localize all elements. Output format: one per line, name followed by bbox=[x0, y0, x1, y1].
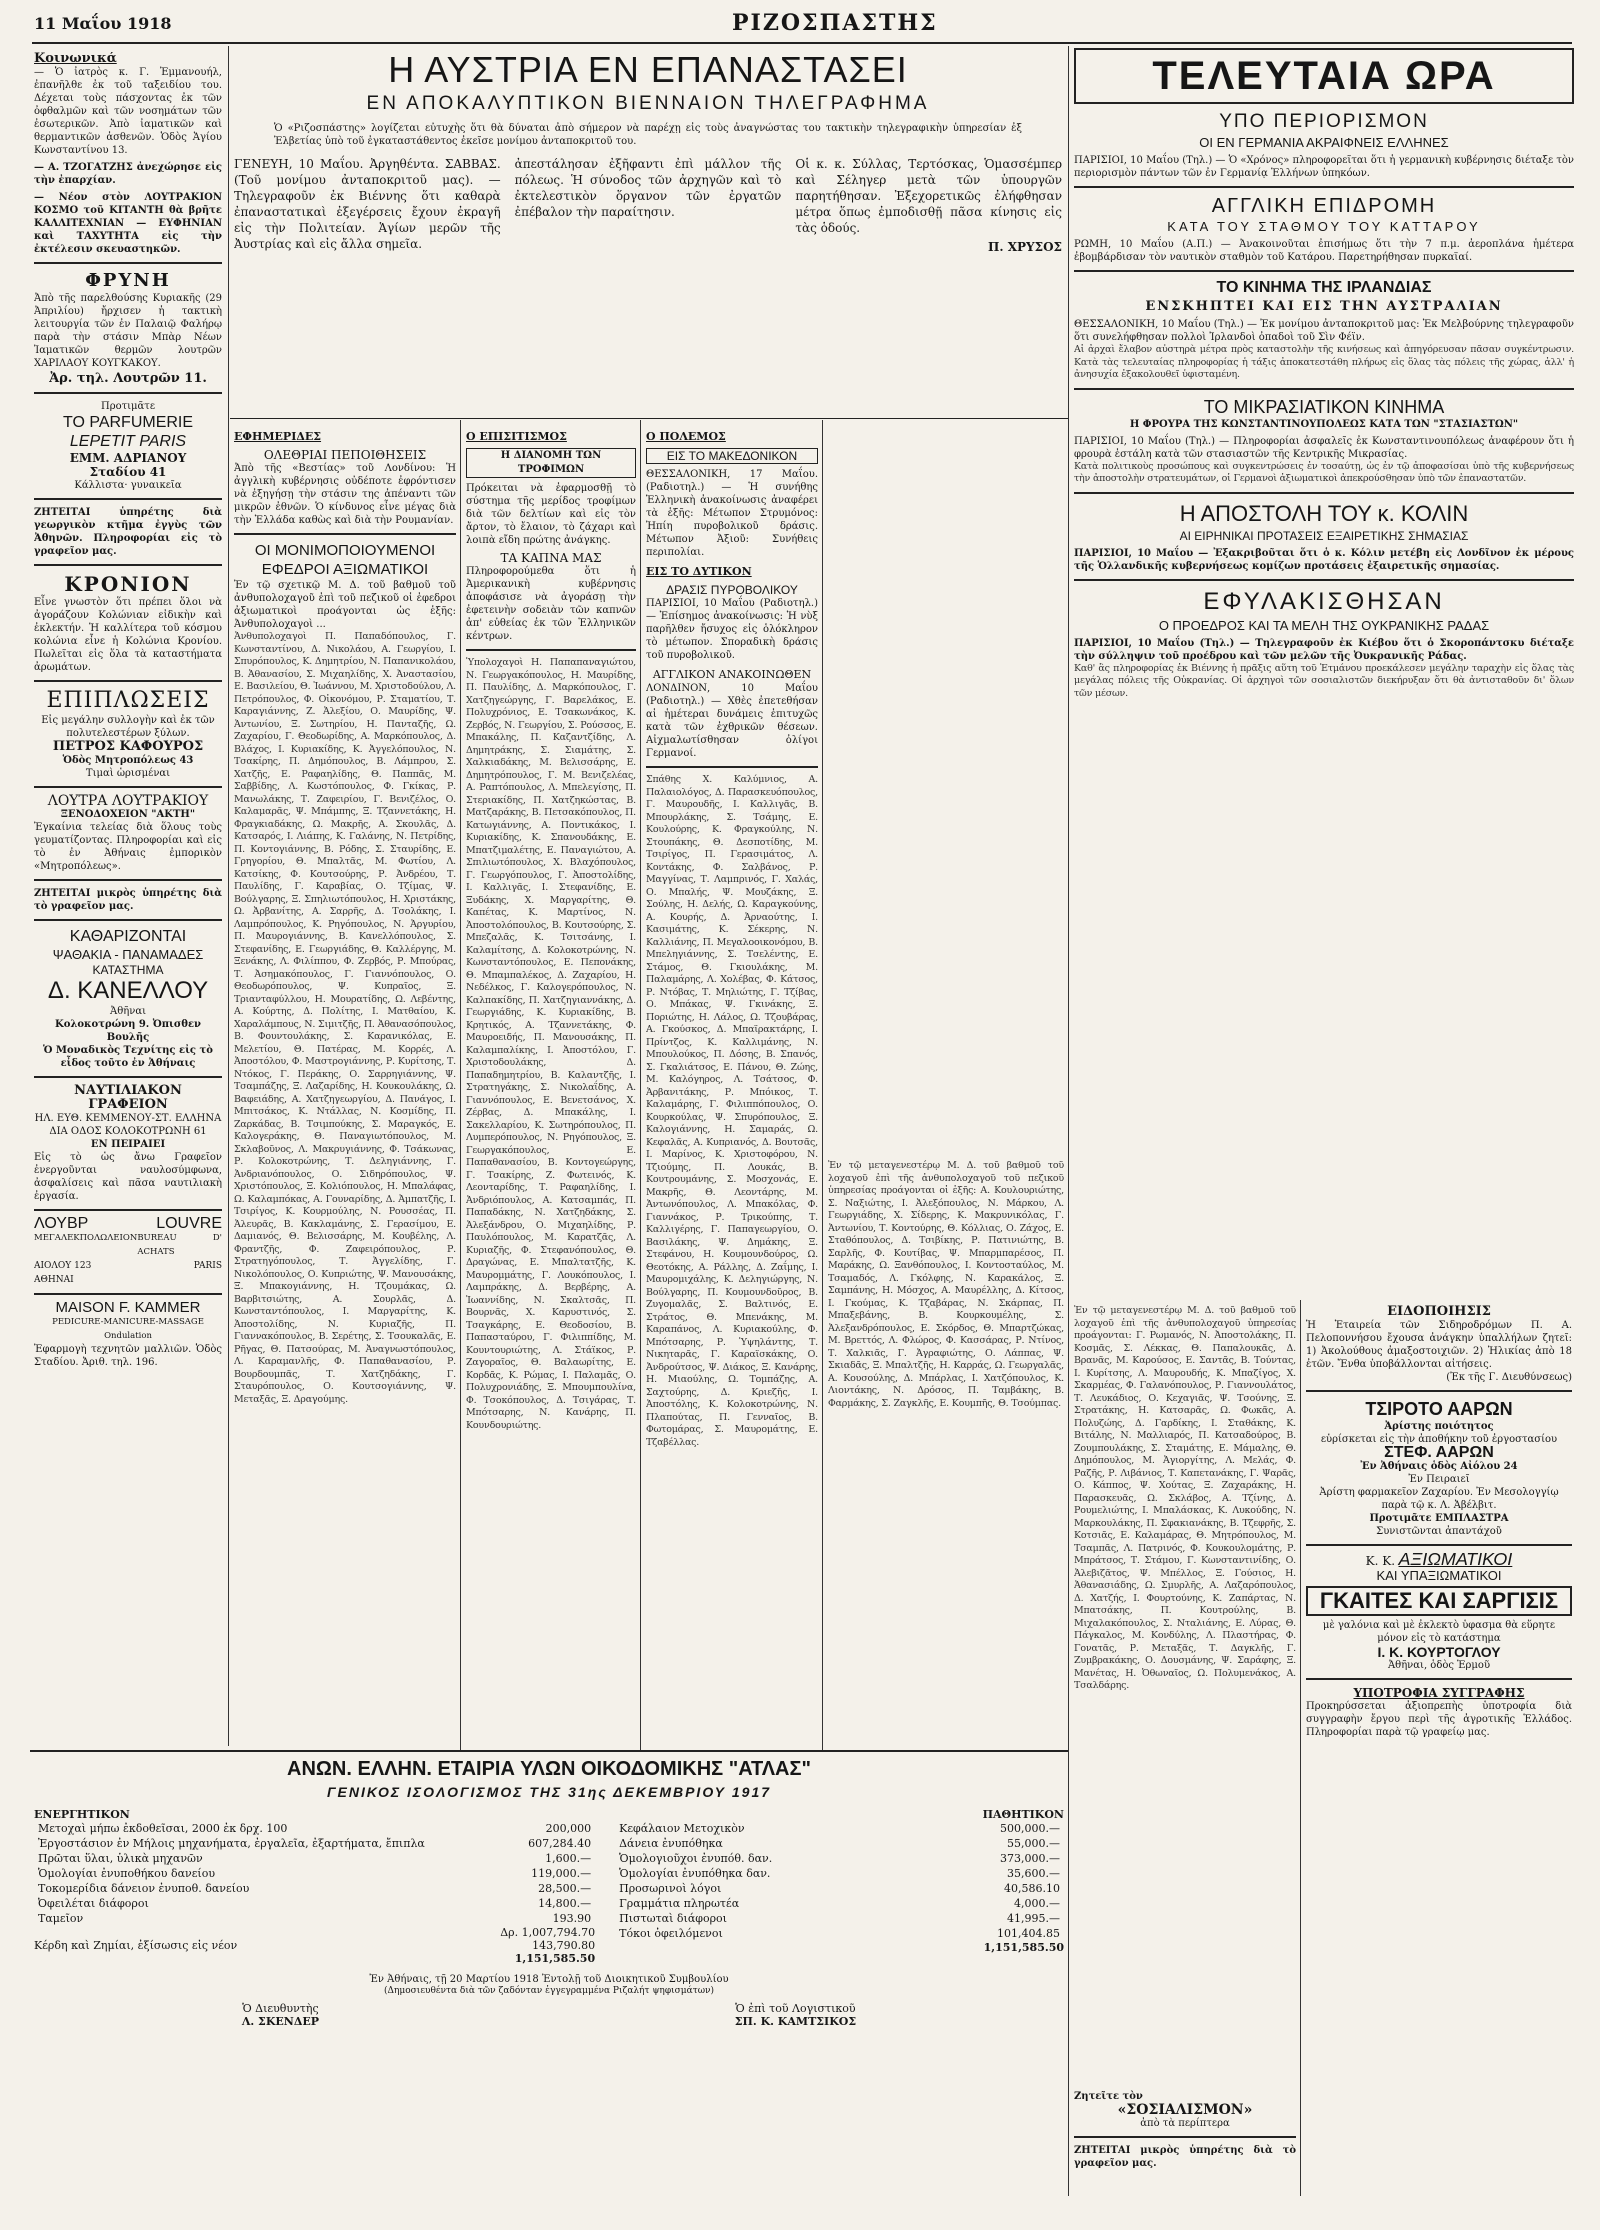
epidromi-sub: ΚΑΤΑ ΤΟΥ ΣΤΑΘΜΟΥ ΤΟΥ ΚΑΤΤΑΡΟΥ bbox=[1167, 219, 1481, 234]
kanellou-name: Δ. ΚΑΝΕΛΛΟΥ bbox=[47, 977, 209, 1004]
row-label: Δάνεια ἐνυπόθηκα bbox=[619, 1837, 723, 1850]
row-value: 28,500.— bbox=[538, 1882, 592, 1895]
zitei-ad-3: ΖΗΤΕΙΤΑΙ μικρὸς ὑπηρέτης διὰ τὸ γραφεῖον μας. bbox=[1074, 2145, 1296, 2169]
ypotrofia-title: ΥΠΟΤΡΟΦΙΑ ΣΥΓΓΡΑΦΗΣ bbox=[1353, 1686, 1525, 1700]
lead-rule bbox=[230, 418, 1068, 419]
ax-big: ΓΚΑΙΤΕΣ ΚΑΙ ΣΑΡΓΙΣΙΣ bbox=[1306, 1586, 1572, 1616]
row-value: 40,586.10 bbox=[1004, 1882, 1060, 1895]
monimopoioumenoi-title: ΟΙ ΜΟΝΙΜΟΠΟΙΟΥΜΕΝΟΙ ΕΦΕΔΡΟΙ ΑΞΙΩΜΑΤΙΚΟΙ bbox=[254, 542, 436, 578]
stef-name: ΣΤΕΦ. ΑΑΡΩΝ bbox=[1384, 1444, 1494, 1461]
row-value: 41,995.— bbox=[1007, 1912, 1060, 1925]
lead-subhead: ΕΝ ΑΠΟΚΑΛΥΠΤΙΚΟΝ ΒΙΕΝΝΑΙΟΝ ΤΗΛΕΓΡΑΦΗΜΑ bbox=[366, 93, 930, 114]
lead-signature: Π. ΧΡΥΣΟΣ bbox=[988, 240, 1062, 254]
petros-addr: Ὁδὸς Μητροπόλεως 43 bbox=[62, 755, 194, 766]
tsiroto-title: ΤΣΙΡΟΤΟ ΑΑΡΩΝ bbox=[1365, 1399, 1513, 1419]
row-label: Ἐργοστάσιον ἐν Μήλοις μηχανήματα, ἐργαλεῖα, ἐξαρτήματα, ἔπιπλα bbox=[38, 1837, 425, 1850]
naftiliako-owners: ΗΛ. ΕΥΘ. ΚΕΜΜΕΝΟΥ-ΣΤ. ΕΛΛΗΝΑ ΔΙΑ ΟΔΟΣ ΚΟΛΟΚΟΤΡΩΝΗ 61 bbox=[34, 1113, 222, 1137]
mikrasia-text: ΠΑΡΙΣΙΟΙ, 10 Μαΐου (Τηλ.) — Πληροφορίαι ἀσφαλεῖς ἐκ Κωνσταντινουπόλεως ἀναφέρουν ὅτι ἡ φρουρὰ ἐστάλη κατὰ τῶν στασιαστῶν τῆς Κεντρικῆς Μικρασίας. bbox=[1074, 435, 1574, 460]
sosialismos-box bbox=[1074, 2090, 1296, 2190]
masthead bbox=[32, 10, 1572, 40]
table-row bbox=[34, 1821, 595, 1836]
fryni-title: ΦΡΥΝΗ bbox=[85, 270, 171, 291]
angliko-text: ΛΟΝΔΙΝΟΝ, 10 Μαΐου (Ραδιοτηλ.) — Χθὲς ἐπετεθήσαν αἱ ἡμέτεραι δυνάμεις ἐπιτυχῶς κατὰ τῶν ἐχθρικῶν θέσεων. Αἰχμαλωτίσθησαν ὀλίγοι Γερμανοί. bbox=[646, 683, 818, 759]
ax-title: ΑΞΙΩΜΑΤΙΚΟΙ bbox=[1398, 1549, 1513, 1569]
table-row bbox=[34, 1911, 595, 1926]
row-label: Τόκοι ὀφειλόμενοι bbox=[619, 1927, 723, 1940]
atlas-energ-head: ΕΝΕΡΓΗΤΙΚΟΝ bbox=[34, 1808, 130, 1821]
stef-prov: Προτιμᾶτε ΕΜΠΛΑΣΤΡΑ bbox=[1369, 1513, 1509, 1524]
right-lower-left bbox=[1074, 1305, 1296, 2195]
kathariz-items: ΨΑΘΑΚΙΑ - ΠΑΝΑΜΑΔΕΣ bbox=[52, 947, 204, 962]
officer-list-right: Ἐν τῷ μεταγενεστέρῳ Μ. Δ. τοῦ βαθμοῦ τοῦ λοχαγοῦ ἐπὶ τῆς ἀνθυπολοχαγοῦ ὑπηρεσίας προάγονται: Γ. Ρωμανός, Ν. Ἀποστολάκης, Π. Κοσμᾶς, Σ. Λέκκας, Θ. Παπαλουκᾶς, Δ. Βρανᾶς, Μ. Καρούσος, Ε. Σαντᾶς, Β. Τούντας, Ι. Κυρίτσης, Λ. Μαυρουδής, Κ. Μπαζίγος, Χ. Σκαρμέας, Φ. Γαλανόπουλος, Ρ. Γιαννουλάτος, Τ. Λευκάδιος, Ο. Κεχαγιᾶς, Ψ. Τσούνης, Ξ. Στρατάκης, Η. Κατσαρᾶς, Ω. Φωκᾶς, Α. Πολυζώης, Δ. Γαρδίκης, Ι. Σταθάκης, Κ. Βιτάλης, Ν. Μαλλιαρός, Π. Κατσαδούρος, Β. Ζουμπουλάκης, Σ. Σταμάτης, Ε. Μάμαλης, Θ. Δημόπουλος, Μ. Ἀγιοργίτης, Λ. Μελάς, Φ. Ραζῆς, Ρ. Λιβάνιος, Τ. Καπετανάκης, Γ. Ψαρᾶς, Ο. Κάππος, Ψ. Χούτας, Ξ. Ζαχαράκης, Η. Παρασκευᾶς, Ω. Σκλάβος, Α. Τζίνης, Δ. Ρουμελιώτης, Ι. Μπαλάσκας, Κ. Λυκούδης, Ν. Μαρκουλάκης, Π. Σφακιανάκης, Β. Τζεφρῆς, Σ. Κοτσιᾶς, Ε. Καλαμάρας, Θ. Μητρόπουλος, Μ. Τσαμπᾶς, Λ. Πατρινός, Φ. Κουκουλομάτης, Ρ. Μπράτσος, Τ. Στάμου, Γ. Κωνσταντινίδης, Ο. Ἀλεβιζᾶτος, Ψ. Μπέλλος, Ξ. Γούσιος, Η. Ἀθανασιάδης, Ω. Σμυρλῆς, Α. Λαζαρόπουλος, Δ. Χατζής, Ι. Φουρτούνης, Κ. Ζαπάρτας, Ν. Μπατσάκης, Π. Κουτρούλης, Β. Μιχαλακόπουλος, Σ. Νταλιάνης, Ε. Λύρας, Θ. Πάγκαλος, Μ. Κονδύλης, Λ. Πλαστήρας, Φ. Γονατᾶς, Ρ. Μεταξᾶς, Τ. Δαγκλῆς, Γ. Ζυμβρακάκης, Ο. Δουσμάνης, Ψ. Σαράφης, Ξ. Μανέτας, Η. Ὀθωναῖος, Ω. Πολυμενάκος, Α. Τσαλδάρης. bbox=[1074, 1305, 1296, 1691]
dytikon-text: ΠΑΡΙΣΙΟΙ, 10 Μαΐου (Ραδιοτηλ.) — Ἐπίσημος ἀνακοίνωσις: Ἡ νὺξ παρῆλθεν ἤσυχος εἰς ὁλόκληρον τὸ μέτωπον. Σποραδικὴ δράσις τοῦ πυροβολικοῦ. bbox=[646, 598, 818, 661]
petros-prices: Τιμαὶ ὡρισμέναι bbox=[85, 768, 171, 779]
row-value: 55,000.— bbox=[1007, 1837, 1060, 1850]
zitei-ad-2: ΖΗΤΕΙΤΑΙ μικρὸς ὑπηρέτης διὰ τὸ γραφεῖον μας. bbox=[34, 888, 222, 912]
row-label: Πρῶται ὕλαι, ὑλικὰ μηχανῶν bbox=[38, 1852, 203, 1865]
atlas-director-name: Λ. ΣΚΕΝΔΕΡ bbox=[241, 2015, 320, 2028]
mikrasia-title: ΤΟ ΜΙΚΡΑΣΙΑΤΙΚΟΝ ΚΙΝΗΜΑ bbox=[1203, 396, 1445, 417]
stef-foot: Συνιστῶνται ἀπαντάχοῦ bbox=[1376, 1526, 1502, 1537]
monimopoioumenoi-text: Ἐν τῷ σχετικῷ Μ. Δ. τοῦ βαθμοῦ τοῦ ἀνθυπολοχαγοῦ ἐπὶ τοῦ πεζικοῦ οἱ ἐφεδροι ἀξιωματικοὶ προάγονται ὡς ἑξῆς: Ἀνθυπολοχαγοὶ ... bbox=[234, 580, 456, 630]
kronion-text: Εἶνε γνωστὸν ὅτι πρέπει ὅλοι νὰ ἀγοράζουν Κολώνιαν εἰδικὴν καὶ ἐκλεκτήν. Ἡ καλλίτερα τοῦ κόσμου κολώνια εἶνε ἡ Κολώνια Κρονίου. Πωλεῖται εἰς ὅλα τὰ καταστήματα ἀρωμάτων. bbox=[34, 597, 222, 673]
kathariz-store: ΚΑΤΑΣΤΗΜΑ bbox=[92, 963, 164, 977]
lead-intro: Ὁ «Ριζοσπάστης» λογίζεται εὐτυχὴς ὅτι θὰ δύναται ἀπὸ σήμερον νὰ παρέχῃ εἰς τοὺς ἀναγνώστας του τακτικὴν τηλεγραφικὴν ὑπηρεσίαν ἐξ Ἐλβετίας ὑπὸ τοῦ ἐγκαταστάθεντος ἐκεῖσε μονίμου ἀνταποκριτοῦ του. bbox=[274, 123, 1022, 147]
row-label: Πιστωταὶ διάφοροι bbox=[619, 1912, 727, 1925]
table-row bbox=[34, 1836, 595, 1851]
irlandia-sub: ΕΝΣΚΗΠΤΕΙ ΚΑΙ ΕΙΣ ΤΗΝ ΑΥΣΤΡΑΛΙΑΝ bbox=[1145, 299, 1503, 314]
fylak-sub: Ο ΠΡΟΕΔΡΟΣ ΚΑΙ ΤΑ ΜΕΛΗ ΤΗΣ ΟΥΚΡΑΝΙΚΗΣ ΡΑΔΑΣ bbox=[1158, 617, 1490, 633]
officer-list-continued: Ὑπολοχαγοὶ Η. Παπαπαναγιώτου, Ν. Γεωργακόπουλος, Η. Μαυρίδης, Π. Παυλίδης, Δ. Μαρκόπουλος, Γ. Χατζηγεώργης, Γ. Βαρελάκος, Ε. Πολυχρόνιος, Ε. Τσακωνάκος, Κ. Ζερβός, Ν. Γεωργίου, Σ. Ρούσσος, Ε. Μπακάλης, Π. Καζαντζίδης, Λ. Δημητράκης, Σ. Σιαμάτης, Σ. Χαλκιαδάκης, Μ. Βελισσάρης, Ε. Δημητρόπουλος, Γ. Μ. Βενιζελέας, Α. Ραπτόπουλος, Λ. Μπελεγίσης, Π. Στεριακίδης, Π. Χατζηκώστας, Β. Ματζαράκης, Β. Πετσακόπουλος, Π. Κατωγιάννης, Α. Ποντικάκος, Ι. Κυριακίδης, Κ. Σπανουδάκης, Ε. Μπατζιμαλέτης, Ε. Παναγιώτου, Α. Σπιλιωτόπουλος, Χ. Βλαχόπουλος, Γ. Γεωργόπουλος, Γ. Ἀποστολίδης, Ι. Καλλιγᾶς, Ι. Στεφανίδης, Ε. Ξυδάκης, Χ. Μαργαρίτης, Θ. Καπέτας, Κ. Μαρτίνος, Ν. Ἀποστολόπουλος, Β. Κουτσούρης, Σ. Μπεζαλᾶς, Κ. Τσιτσάνης, Ι. Καλαμίτσης, Δ. Κολοκοτρώνης, Ν. Κωνσταντόπουλος, Ε. Πεπονάκης, Θ. Μπαμπαλέκος, Δ. Ζαχαρίου, Η. Νεδέλκος, Γ. Καλογερόπουλος, Ν. Καλπακίδης, Π. Χατζηγιαννάκης, Δ. Γεωργιάδης, Κ. Κυριακίδης, Β. Κρητικός, Α. Τζαννετάκης, Φ. Μαυροειδής, Π. Μανουσάκης, Π. Καλαμπαλίκης, Ι. Ἀποστόλου, Γ. Χριστοδουλάκης, Δ. Παπαδημητρίου, Β. Καλαντζῆς, Ι. Στρατηγάκης, Σ. Νικολαΐδης, Α. Γιαννόπουλος, Ε. Βενετσάνος, Χ. Ζέρβας, Δ. Μπακάλης, Ι. Σακελλαρίου, Κ. Σωτηρόπουλος, Π. Λυμπερόπουλος, Ν. Ρηγόπουλος, Ξ. Γεωργακόπουλος, Ε. Παπαθανασίου, Β. Κοντογεώργης, Γ. Τσακίρης, Ζ. Φωτεινός, Κ. Λεονταρίδης, Τ. Ραφαηλίδης, Ι. Ἀνδριόπουλος, Α. Κατσαμπάς, Π. Παπαδάκης, Ν. Χατζηδάκης, Σ. Ἀλεξάνδρου, Ο. Μιχαηλίδης, Ρ. Παυλόπουλος, Μ. Καρατζᾶς, Λ. Κυριαζῆς, Φ. Στεφανόπουλος, Θ. Δραγώνας, Ε. Μπαλτατζῆς, Κ. Μαυρομμάτης, Γ. Λουκόπουλος, Ι. Λαμπράκης, Δ. Βερβέρης, Α. Ἰωαννίδης, Ν. Σκαλτσᾶς, Π. Βουρνᾶς, Χ. Καρυστινός, Σ. Τσαγκάρης, Ε. Θεοδοσίου, Β. Παπασταύρου, Γ. Φιλιππίδης, Μ. Κουντουριώτης, Λ. Στάϊκος, Ρ. Ζαγοραῖος, Θ. Βαλαωρίτης, Ε. Κορδᾶς, Κ. Ρώμας, Ι. Παλαμᾶς, Ο. Πολυχρονιάδης, Ξ. Μπουμπουλίνα, Φ. Τσοκόπουλος, Δ. Τσιγάρας, Τ. Μπότσαρης, Ν. Κανάρης, Π. Κουνδουριώτης. bbox=[466, 657, 636, 1431]
zeite-title: Ζητεῖτε τὸν bbox=[1074, 2091, 1143, 2102]
atlas-pathit-head: ΠΑΘΗΤΙΚΟΝ bbox=[982, 1808, 1064, 1821]
episitismos-column bbox=[466, 424, 636, 1746]
mikrasia-sub: Η ΦΡΟΥΡΑ ΤΗΣ ΚΩΝΣΤΑΝΤΙΝΟΥΠΟΛΕΩΣ ΚΑΤΑ ΤΩΝ "ΣΤΑΣΙΑΣΤΩΝ" bbox=[1129, 418, 1519, 430]
left-column bbox=[34, 52, 222, 1742]
row-label: Ταμεῖον bbox=[38, 1912, 84, 1925]
stef-city: Ἐν Πειραιεῖ bbox=[1408, 1474, 1470, 1485]
ax-name: Ι. Κ. ΚΟΥΡΤΟΓΛΟΥ bbox=[1377, 1644, 1501, 1660]
atlas-rule bbox=[30, 1750, 1068, 1752]
mikrasia-filler: Κατὰ πολιτικοὺς προσώπους καὶ συγκεντρώσεις ἐν τοσαύτῃ, ὡς ἐν τῷ ἀποφασίσαι ὑπὸ τῆς κυβερνήσεως τὴν ἀποστολὴν στρατευμάτων, οἱ Γερμανοὶ ἀξιωματικοὶ ἀπεκρούσθησαν ὑπὸ τῶν ἐπαναστατῶν. bbox=[1074, 460, 1574, 484]
perioris-title: ΥΠΟ ΠΕΡΙΟΡΙΣΜΟΝ bbox=[1219, 111, 1429, 132]
eidopoiisis-title: ΕΙΔΟΠΟΙΗΣΙΣ bbox=[1387, 1305, 1491, 1319]
fryni-text: Ἀπὸ τῆς παρελθούσης Κυριακῆς (29 Ἀπριλίου) ἤρχισεν ἡ τακτικὴ λειτουργία τῶν ἐν Παλαιῷ Φαλήρῳ παρὰ τὴν στάσιν Μπὰρ Νέων Ἰαματικῶν θερμῶν λουτρῶν ΧΑΡΙΛΑΟΥ ΚΟΥΓΚΑΚΟΥ. bbox=[34, 293, 222, 369]
stef-addr: Ἐν Ἀθήναις ὁδὸς Αἰόλου 24 bbox=[1360, 1461, 1518, 1472]
parfumerie-pre: Προτιμᾶτε bbox=[100, 401, 156, 412]
atlas-accountant-title: Ὁ ἐπὶ τοῦ Λογιστικοῦ bbox=[735, 2002, 856, 2015]
ax-addr: Ἀθῆναι, ὁδὸς Ἑρμοῦ bbox=[1387, 1660, 1491, 1671]
lead-story bbox=[234, 48, 1062, 418]
row-value: 1,600.— bbox=[545, 1852, 592, 1865]
eidopoiisis-sign: (Ἐκ τῆς Γ. Διευθύνσεως) bbox=[1446, 1372, 1572, 1383]
zeite-big: «ΣΟΣΙΑΛΙΣΜΟΝ» bbox=[1117, 2102, 1253, 2118]
perioris-sub: ΟΙ ΕΝ ΓΕΡΜΑΝΙΑ ΑΚΡΑΙΦΝΕΙΣ ΕΛΛΗΝΕΣ bbox=[1199, 135, 1449, 150]
parfumerie-title: ΤΟ PARFUMERIE bbox=[62, 414, 194, 431]
polemos-head: Ο ΠΟΛΕΜΟΣ bbox=[646, 430, 726, 443]
table-row bbox=[34, 1866, 595, 1881]
parfumerie-addr: Σταδίου 41 bbox=[89, 465, 167, 479]
angliko-title: ΑΓΓΛΙΚΟΝ ΑΝΑΚΟΙΝΩΘΕΝ bbox=[652, 668, 812, 681]
row-label: Κεφάλαιον Μετοχικὸν bbox=[619, 1822, 745, 1835]
lead-body-2: ἀπεστάλησαν ἐξῆφαντι ἐπὶ μάλλον τῆς πόλεως. Ἡ σύνοδος τῶν ἀρχηγῶν καὶ τὸ ἐκτελεστικὸν ὅργανον τῶν ἐργατῶν ἐπέβαλον τὴν παραίτησιν. bbox=[514, 157, 782, 219]
table-row bbox=[615, 1866, 1064, 1881]
atlas-pathit-table bbox=[615, 1821, 1064, 1941]
loutra-hotel: ΞΕΝΟΔΟΧΕΙΟΝ "ΑΚΤΗ" bbox=[60, 809, 196, 820]
atlas-director-title: Ὁ Διευθυντὴς bbox=[242, 2002, 319, 2015]
ypotrofia-text: Προκηρύσσεται ἀξιοπρεπὴς ὑποτροφία διὰ συγγραφὴν ἔργου περὶ τῆς ἀγροτικῆς Ἑλλάδος. Πληροφορίαι παρὰ τῷ γραφείῳ μας. bbox=[1306, 1701, 1572, 1738]
atlas-subtitle: ΓΕΝΙΚΟΣ ΙΣΟΛΟΓΙΣΜΟΣ ΤΗΣ 31ης ΔΕΚΕΜΒΡΙΟΥ 1917 bbox=[326, 1784, 772, 1800]
kapna-head: ΤΑ ΚΑΠΝΑ ΜΑΣ bbox=[500, 551, 602, 565]
atlas-balance bbox=[34, 1756, 1064, 2196]
louvre-greek: ΛΟΥΒΡ bbox=[34, 1215, 89, 1232]
louvre-latin: LOUVRE bbox=[156, 1215, 222, 1232]
table-row bbox=[34, 1851, 595, 1866]
polemos-column bbox=[646, 424, 818, 1746]
tsiroto-sub: Ἀρίστης ποιότητος bbox=[1384, 1421, 1494, 1432]
row-label: Ὁμολογίαι ἐνυποθήκου δανείου bbox=[38, 1867, 216, 1880]
atlas-accountant-name: ΣΠ. Κ. ΚΑΜΤΣΙΚΟΣ bbox=[734, 2015, 857, 2028]
row-value: 607,284.40 bbox=[528, 1837, 592, 1850]
louvre-paris: PARIS bbox=[193, 1261, 222, 1271]
atlas-energ-grand: 1,151,585.50 bbox=[514, 1952, 596, 1965]
kolin-text: ΠΑΡΙΣΙΟΙ, 10 Μαΐου — Ἐξακριβοῦται ὅτι ὁ κ. Κόλιν μετέβη εἰς Λονδῖνον ἐκ μέρους τῆς Ὁλλανδικῆς κυβερνήσεως κομίζων προτάσεις ἐξαιρετικῆς σημασίας. bbox=[1074, 547, 1574, 572]
table-row bbox=[615, 1851, 1064, 1866]
table-row bbox=[615, 1926, 1064, 1941]
row-label: Ὀφειλέται διάφοροι bbox=[38, 1897, 149, 1910]
masthead-paper: ΡΙΖΟΣΠΑΣΤΗΣ bbox=[732, 10, 938, 36]
officer-list-further: Σπάθης Χ. Καλύμνιος, Α. Παλαιολόγος, Δ. Παρασκευόπουλος, Γ. Μαυρουδῆς, Ι. Καλλιγᾶς, Β. Μπουρλάκης, Σ. Τσάμης, Ε. Κουλούρης, Κ. Φραγκούλης, Ν. Στουπάκης, Θ. Δεσποτίδης, Μ. Τσιρίγος, Π. Γερασιμάτος, Λ. Κοντάκης, Φ. Σαλβάνος, Ρ. Μαγγίνας, Τ. Λαμπρινός, Γ. Χαλάς, Ο. Μπαλής, Ψ. Μουζάκης, Ξ. Σούλης, Η. Δελής, Ω. Καραγκούνης, Α. Κουρής, Δ. Ἀρναούτης, Ι. Κασιμάτης, Κ. Σέκερης, Ν. Καλλιάνης, Π. Μεγαλοοικονόμου, Β. Μπεληγιάννης, Σ. Τσελέντης, Ε. Στάμος, Θ. Γκιουλάκης, Μ. Παλαμάρης, Λ. Χολέβας, Φ. Κάτσος, Ρ. Ντόβας, Τ. Μηλιώτης, Γ. Τζίβας, Ο. Μπάκας, Ψ. Γκινάκης, Ξ. Ποριώτης, Η. Λάλος, Ω. Τζουβάρας, Α. Γκούσκος, Δ. Μπαϊρακτάρης, Ι. Πρίντζος, Κ. Καλλιμάνης, Ν. Μπουλούκος, Π. Δόσης, Β. Σπανός, Σ. Γκαλιάτσος, Ε. Πάνου, Θ. Ζώης, Μ. Καλόγηρος, Λ. Τσάτσος, Φ. Ἀρβανιτάκης, Ρ. Μπόικος, Τ. Καλαμάρης, Γ. Φιλιππόπουλος, Ο. Κουρκούλας, Ψ. Σπυρόπουλος, Ξ. Καλογιάννης, Η. Σαμαράς, Ω. Κεφαλᾶς, Α. Κυπριανός, Δ. Βουτσᾶς, Ι. Μαρίνος, Κ. Χριστοφόρου, Ν. Τζιούμης, Π. Λουκάς, Β. Κουτρουμάνης, Σ. Μοσχονάς, Ε. Μακρῆς, Θ. Λεοντάρης, Μ. Ἀντωνόπουλος, Λ. Μπακόλας, Φ. Γιαννάκος, Ρ. Τρικούπης, Τ. Καλλιγέρης, Γ. Παπαγεωργίου, Ο. Βασιλάκης, Ψ. Δημάκης, Ξ. Στεφάνου, Η. Κουμουνδούρος, Ω. Θεοτόκης, Α. Ράλλης, Δ. Ζαΐμης, Ι. Μαυρομιχάλης, Κ. Δεληγιώργης, Ν. Βούλγαρης, Π. Κουμουνδοῦρος, Β. Ζυγομαλᾶς, Σ. Βαλτινός, Ε. Στράτος, Θ. Μπενάκης, Μ. Καραπάνος, Λ. Κυριακούλης, Φ. Μπότσαρης, Ρ. Ὑψηλάντης, Τ. Νικηταρᾶς, Γ. Καραϊσκάκης, Ο. Ἀνδρούτσος, Ψ. Διάκος, Ξ. Κανάρης, Η. Μιαούλης, Ω. Τομπάζης, Α. Σαχτούρης, Δ. Κριεζῆς, Ι. Ἀποστόλης, Κ. Κολοκοτρώνης, Ν. Πλαπούτας, Π. Γενναῖος, Β. Φωτομάρας, Σ. Μαυρομάτης, Ε. Τζαβέλλας. bbox=[646, 774, 818, 1448]
eidopoiisis-text: Ἡ Ἑταιρεία τῶν Σιδηροδρόμων Π. Α. Πελοποννήσου ἔχουσα ἀνάγκην ὑπαλλήλων ζητεῖ: 1) Ἀκολούθους ἀμαξοστοιχιῶν. 2) Ἠλικίας ἀπὸ 18 ἐτῶν. Ἔνθα ὑποβάλλονται αἰτήσεις. bbox=[1306, 1320, 1572, 1370]
lead-body-1: ΓΕΝΕΥΗ, 10 Μαΐου. Ἀργηθέντα. ΣΑΒΒΑΣ. (Τοῦ μονίμου ἀνταποκριτοῦ μας). — Τηλεγραφοῦν ἐκ Βιέννης ὅτι καθαρὰ ἐπαναστατικαὶ ἐξεγέρσεις ἔχουν ἐκραγῆ εἰς τὴν Πολιτείαν. Ἁγίων μερῶν τῆς Ἀυστρίας καὶ εἰς ἄλλα σημεῖα. bbox=[234, 157, 501, 251]
tsiroto-text: εὑρίσκεται εἰς τὴν ἀποθήκην τοῦ ἐργοστασίου bbox=[1320, 1434, 1558, 1445]
row-label: Τοκομερίδια δάνειον ἐνυποθ. δανείου bbox=[38, 1882, 250, 1895]
row-label: Γραμμάτια πληρωτέα bbox=[619, 1897, 740, 1910]
social-heading: Κοινωνικά bbox=[34, 52, 117, 66]
column-rule bbox=[640, 420, 641, 1750]
table-row bbox=[615, 1911, 1064, 1926]
last-hour-banner: ΤΕΛΕΥΤΑΙΑ ΩΡΑ bbox=[1074, 48, 1574, 104]
middle-column-4 bbox=[828, 1160, 1064, 1746]
petros-name: ΠΕΤΡΟΣ ΚΑΦΟΥΡΟΣ bbox=[52, 739, 204, 754]
right-lower-ads bbox=[1306, 1305, 1572, 2195]
lead-body-3: Οἱ κ. κ. Σύλλας, Τερτόσκας, Ὁμασσέμπερ καὶ Σέληγερ μετὰ τῶν ὑπουργῶν παρητήθησαν. Ἐξεχορετικῶς ἐλήφθησαν μέτρα ὅπως ἐμποδισθῇ πᾶσα κίνησις εἰς τὰς ὁδούς. bbox=[795, 157, 1062, 235]
table-row bbox=[34, 1881, 595, 1896]
atlas-pathit-total: 1,151,585.50 bbox=[983, 1941, 1064, 1954]
kolin-sub: ΑΙ ΕΙΡΗΝΙΚΑΙ ΠΡΟΤΑΣΕΙΣ ΕΞΑΙΡΕΤΙΚΗΣ ΣΗΜΑΣΙΑΣ bbox=[1179, 528, 1469, 543]
episitismos-title: Η ΔΙΑΝΟΜΗ ΤΩΝ ΤΡΟΦΙΜΩΝ bbox=[500, 450, 602, 475]
dytikon-title: ΔΡΑΣΙΣ ΠΥΡΟΒΟΛΙΚΟΥ bbox=[666, 583, 798, 597]
efimerides-text: Ἀπὸ τῆς «Βεστίας» τοῦ Λονδίνου: Ἡ ἀγγλικὴ κυβέρνησις οὐδέποτε ἐφρόντισεν νὰ ἐξηγήσῃ τὴν στάσιν της ἀπέναντι τῶν μικρῶν ἐθνῶν. Ὁ κίνδυνος εἶνε μέγας διὰ τὴν Ἑλλάδα καθὼς καὶ διὰ τὴν Ρουμανίαν. bbox=[234, 463, 456, 526]
efimerides-head: ΕΦΗΜΕΡΙΔΕΣ bbox=[234, 430, 322, 443]
row-label: Προσωρινοὶ λόγοι bbox=[619, 1882, 722, 1895]
kammer-text: Ἐφαρμογὴ τεχνητῶν μαλλιῶν. Ὁδὸς Σταδίου. Ἀριθ. τηλ. 196. bbox=[34, 1344, 222, 1368]
atlas-place-date: Ἐν Ἀθήναις, τῇ 20 Μαρτίου 1918 Ἐντολῇ τοῦ Διοικητικοῦ Συμβουλίου bbox=[369, 1974, 729, 1985]
column-rule bbox=[460, 420, 461, 1750]
kapna-text: Πληροφορούμεθα ὅτι ἡ Ἀμερικανικὴ κυβέρνησις ἀποφάσισε νὰ ἀγοράσῃ τὴν ἐφετεινὴν σοδειὰν τῶν καπνῶν ἀπ' εὐθείας ἐκ τῶν Ἑλληνικῶν κέντρων. bbox=[466, 566, 636, 642]
atlas-energ-table bbox=[34, 1821, 595, 1926]
zitei-ad-1: ΖΗΤΕΙΤΑΙ ὑπηρέτης διὰ γεωργικὸν κτῆμα ἐγγὺς τῶν Ἀθηνῶν. Πληροφορίαι εἰς τὸ γραφεῖον μας. bbox=[34, 507, 222, 557]
row-label: Ὁμολογίαι ἐνυπόθηκα δαν. bbox=[619, 1867, 771, 1880]
row-label: Ὁμολογιοῦχοι ἐνυπόθ. δαν. bbox=[619, 1852, 773, 1865]
tzogatzis-note: — Α. ΤΖΟΓΑΤΖΗΣ ἀνεχώρησε εἰς τὴν ἐπαρχίαν. bbox=[34, 162, 222, 186]
lougrakio-note: — Νέον στὸν ΛΟΥΤΡΑΚΙΟΝ ΚΟΣΜΟ τοῦ ΚΙΤΑΝΤΗ θὰ βρῆτε ΚΑΛΛΙΤΕΧΝΙΑΝ — ΕΥΦΗΝΙΑΝ καὶ ΤΑΧΥΤΗΤΑ εἰς τὴν ἐκτέλεσιν σκευαστηκῶν. bbox=[34, 192, 222, 255]
row-value: 193.90 bbox=[552, 1912, 592, 1925]
fryni-phone: Ἀρ. τηλ. Λουτρῶν 11. bbox=[49, 371, 207, 386]
kammer-title: MAISON F. KAMMER bbox=[55, 1299, 201, 1316]
row-value: 500,000.— bbox=[1000, 1822, 1060, 1835]
row-value: 14,800.— bbox=[538, 1897, 592, 1910]
masthead-rule bbox=[32, 42, 1572, 44]
perioris-text: ΠΑΡΙΣΙΟΙ, 10 Μαΐου (Τηλ.) — Ὁ «Χρόνος» πληροφορεῖται ὅτι ἡ γερμανικὴ κυβέρνησις διέταξε τὸν περιορισμὸν πάντων τῶν ἐν Γερμανίᾳ Ἑλλήνων ὑπηκόων. bbox=[1074, 155, 1574, 179]
kanellou-tag: Ὁ Μοναδικὸς Τεχνίτης εἰς τὸ εἶδος τοῦτο ἐν Ἀθήναις bbox=[43, 1045, 213, 1069]
irlandia-title: ΤΟ ΚΙΝΗΜΑ ΤΗΣ ΙΡΛΑΝΔΙΑΣ bbox=[1216, 279, 1432, 296]
parfumerie-tag: Κάλλιστα· γυναικεῖα bbox=[74, 480, 182, 491]
kolin-title: Η ΑΠΟΣΤΟΛΗ ΤΟΥ κ. ΚΟΛΙΝ bbox=[1179, 500, 1469, 526]
zeite-small: ἀπὸ τὰ περίπτερα bbox=[1140, 2118, 1230, 2129]
kammer-services: PEDICURE-MANICURE-MASSAGE Ondulation bbox=[52, 1317, 204, 1341]
atlas-energ-total: Δρ. 1,007,794.70 bbox=[500, 1926, 596, 1939]
naftiliako-text: Εἰς τὸ ὡς ἄνω Γραφεῖον ἐνεργοῦνται ναυλοσύμφωνα, ἀσφαλίσεις καὶ πᾶσα ναυτιλιακὴ ἐργασία. bbox=[34, 1152, 222, 1202]
ax-text: μὲ γαλόνια καὶ μὲ ἐκλεκτὸ ὑφασμα θὰ εὕρητε μόνον εἰς τὸ κατάστημα bbox=[1322, 1620, 1556, 1644]
social-text: — Ὁ ἰατρὸς κ. Γ. Ἐμμανουήλ, ἐπανῆλθε ἐκ τοῦ ταξειδίου του. Δέχεται τοὺς πάσχοντας ἐκ τῶν ὀφθαλμῶν καὶ τῶν νοσημάτων τῶν ἐσωτερικῶν. Ἀπὸ ἰαματικῶν καὶ θερμαντικῶν ἀσθενῶν. Ὁδὸς Ἁγίου Κωνσταντίνου 13. bbox=[34, 67, 222, 156]
parfumerie-owner: ΕΜΜ. ΑΔΡΙΑΝΟΥ bbox=[69, 451, 187, 465]
louvre-sub-left: ΜΕΓΑΛΕΚΠΟΛΩΛΕΙΟΝ bbox=[34, 1233, 138, 1243]
last-hour-column bbox=[1074, 48, 1574, 1298]
lead-headline: Η ΑΥΣΤΡΙΑ ΕΝ ΕΠΑΝΑΣΤΑΣΕΙ bbox=[388, 49, 908, 90]
column-rule bbox=[228, 46, 229, 1746]
table-row bbox=[615, 1821, 1064, 1836]
louvre-addr: ΑΙΟΛΟΥ 123 bbox=[34, 1261, 92, 1271]
dytikon-head: ΕΙΣ ΤΟ ΔΥΤΙΚΟΝ bbox=[646, 565, 752, 578]
episitismos-head: Ο ΕΠΙΣΙΤΙΣΜΟΣ bbox=[466, 430, 567, 443]
naftiliako-city: ΕΝ ΠΕΙΡΑΙΕΙ bbox=[90, 1139, 166, 1150]
row-label: Μετοχαὶ μήπω ἐκδοθεῖσαι, 2000 ἐκ δρχ. 100 bbox=[38, 1822, 288, 1835]
column-rule bbox=[1300, 1300, 1301, 2196]
stef-drug: Ἀρίστη φαρμακεῖον Ζαχαρίου. Ἐν Μεσολογγίῳ παρὰ τῷ κ. Λ. Ἀβέλβιτ. bbox=[1319, 1487, 1559, 1511]
epidromi-title: ΑΓΓΛΙΚΗ ΕΠΙΔΡΟΜΗ bbox=[1211, 195, 1437, 217]
louvre-city: ΑΘΗΝΑΙ bbox=[34, 1275, 74, 1285]
kanellou-city: Ἀθῆναι bbox=[110, 1006, 146, 1017]
ax-pre: Κ. Κ. bbox=[1365, 1554, 1396, 1568]
irlandia-filler: Αἱ ἀρχαὶ ἔλαβον αὐστηρὰ μέτρα πρὸς καταστολὴν τῆς κινήσεως καὶ ἀπηγόρευσαν πᾶσαν συγκέντρωσιν. Κατὰ τὰς τελευταίας πληροφορίας ἡ τάξις ἀποκατεστάθη πλήρως εἰς ὅλας τὰς πόλεις τῆς χώρας, ἀλλ' ἡ ἀνησυχία ἐξακολουθεῖ ὑφισταμένη. bbox=[1074, 344, 1574, 380]
atlas-energ-loss-label: Κέρδη καὶ Ζημίαι, ἐξίσωσις εἰς νέον bbox=[34, 1939, 238, 1952]
atlas-energ-loss: 143,790.80 bbox=[532, 1939, 596, 1952]
row-value: 119,000.— bbox=[531, 1867, 592, 1880]
kanellou-addr: Κολοκοτρώνη 9. Ὀπισθεν Βουλῆς bbox=[55, 1019, 201, 1043]
column-rule bbox=[822, 420, 823, 1750]
column-rule bbox=[1068, 46, 1069, 2196]
fylak-filler: Καθ' ἃς πληροφορίας ἐκ Βιέννης ἡ πρᾶξις αὕτη τοῦ Ἑτμάνου προεκάλεσεν μεγάλην ταραχὴν εἰς ὅλας τὰς μεγάλας πόλεις τῆς Οὐκρανίας. Οἱ ἀρχηγοὶ τῶν σοσιαλιστῶν διεκήρυξαν ὅτι θὰ ἀντισταθοῦν δι' ὅλων τῶν μέσων. bbox=[1074, 662, 1574, 699]
row-value: 373,000.— bbox=[1000, 1852, 1060, 1865]
atlas-sign-note: (Δημοσιευθέντα διὰ τῶν ζαδόνταν ἐγγεγραμμένα Ριζαλήτ ψηφισμάτων) bbox=[383, 1986, 715, 1996]
efimerides-column bbox=[234, 424, 456, 1746]
epiploseis-title: ΕΠΙΠΛΩΣΕΙΣ bbox=[46, 688, 210, 713]
epidromi-text: ΡΩΜΗ, 10 Μαΐου (Α.Π.) — Ἀνακοινοῦται ἐπισήμως ὅτι τὴν 7 π.μ. ἀεροπλάνα ἡμέτερα ἐβομβάρδισαν τὸν ναυτικὸν σταθμὸν τοῦ Κατάρου. Παρετηρήθησαν πυρκαϊαί. bbox=[1074, 239, 1574, 263]
row-value: 101,404.85 bbox=[997, 1927, 1060, 1940]
naftiliako-title: ΝΑΥΤΙΛΙΑΚΟΝ ΓΡΑΦΕΙΟΝ bbox=[74, 1083, 182, 1112]
row-value: 4,000.— bbox=[1014, 1897, 1060, 1910]
kronion-title: ΚΡΟΝΙΟΝ bbox=[64, 572, 192, 596]
atlas-title: ΑΝΩΝ. ΕΛΛΗΝ. ΕΤΑΙΡΙΑ ΥΛΩΝ ΟΙΚΟΔΟΜΙΚΗΣ "ΑΤΛΑΣ" bbox=[287, 1758, 811, 1780]
kathariz-title: ΚΑΘΑΡΙΖΟΝΤΑΙ bbox=[69, 928, 187, 945]
parfumerie-name: LEPETIT PARIS bbox=[69, 433, 187, 450]
table-row bbox=[34, 1896, 595, 1911]
ax-sub: ΚΑΙ ΥΠΑΞΙΩΜΑΤΙΚΟΙ bbox=[1376, 1568, 1502, 1583]
masthead-date: 11 Μαΐου 1918 bbox=[34, 14, 172, 33]
louvre-sub-right: BUREAU D' ACHATS bbox=[137, 1233, 222, 1257]
loutra-text: Ἐγκαίνια τελείας διὰ ὅλους τοὺς γευματίζοντας. Πληροφορίαι καὶ εἰς τὸ ἐν Ἀθήναις ἐμπορικὸν «Μητροπόλεως». bbox=[34, 822, 222, 872]
officer-list: Ἀνθυπολοχαγοὶ Π. Παπαδόπουλος, Γ. Κωνσταντίνου, Δ. Νικολάου, Α. Γεωργίου, Ι. Σπυρόπουλος, Κ. Δημητρίου, Ν. Παπανικολάου, Β. Ἀθανασίου, Σ. Μιχαηλίδης, Χ. Ἀναστασίου, Ε. Βασιλείου, Θ. Ἰωάννου, Μ. Χριστοδούλου, Λ. Πετρόπουλος, Φ. Οἰκονόμου, Ρ. Σταματίου, Τ. Καραγιάννης, Ζ. Ἀλεξίου, Ο. Μαυρίδης, Ψ. Ἀντωνίου, Ξ. Σωτηρίου, Η. Πανταζῆς, Ω. Ζαχαρίου, Γ. Θεοδωρίδης, Α. Μαρκόπουλος, Δ. Βλάχος, Ι. Κυριακίδης, Κ. Ἀγγελόπουλος, Ν. Τσακίρης, Π. Δημόπουλος, Β. Λάμπρου, Σ. Χατζῆς, Ε. Ραφαηλίδης, Θ. Παππᾶς, Μ. Σαββίδης, Λ. Κωστόπουλος, Φ. Γκίκας, Ρ. Μανωλάκης, Τ. Ζαφειρίου, Γ. Βενιζέλος, Ο. Καλαμαρᾶς, Ψ. Μπάμπης, Ξ. Τζαννετάκης, Η. Φραγκιαδάκης, Ω. Μακρῆς, Α. Σκουλᾶς, Δ. Κατσαρός, Ι. Λιάπης, Κ. Γαλάνης, Ν. Πετρίδης, Π. Κοντογιάννης, Β. Ρόδης, Σ. Σταυρίδης, Ε. Γρηγορίου, Θ. Μπαλτᾶς, Μ. Φωτίου, Λ. Κατσίκης, Φ. Κουτσούρης, Ρ. Ἀνδρέου, Τ. Παυλίδης, Γ. Καραβίας, Ο. Τζίμας, Ψ. Βούλγαρης, Ξ. Σπηλιωτόπουλος, Η. Χριστάκης, Ω. Ἀρβανίτης, Α. Σαρρῆς, Δ. Τσολάκης, Ι. Λαμπρόπουλος, Κ. Ρηγόπουλος, Ν. Ἀργυρίου, Π. Μαυρογιάννης, Β. Κανελλόπουλος, Σ. Στεφανίδης, Ε. Γεωργιάδης, Θ. Καλλέργης, Μ. Ξενάκης, Λ. Φιλίππου, Φ. Ζερβός, Ρ. Μπούρας, Τ. Ἀσημακόπουλος, Γ. Γιαννόπουλος, Ο. Θεοδωρόπουλος, Ψ. Κυπραῖος, Ξ. Τριανταφύλλου, Η. Μουρατίδης, Ω. Λεβέντης, Α. Κούρτης, Δ. Πολίτης, Ι. Ματθαίου, Κ. Χαραλάμπους, Ν. Σιμιτζῆς, Π. Ἀθανασόπουλος, Β. Φουντουλάκης, Σ. Καρανικόλας, Ε. Μελετίου, Θ. Πατέρας, Μ. Κορρές, Λ. Ἀποστόλου, Φ. Μαστρογιάννης, Ρ. Κυρίτσης, Τ. Ντόκος, Γ. Περάκης, Ο. Σαρρηγιάννης, Ψ. Τσαμπάζης, Ξ. Λαζαρίδης, Η. Κουκουλάκης, Ω. Βαφειάδης, Α. Χατζηγεωργίου, Δ. Πανάγος, Ι. Μπιτσάκος, Κ. Ντάλλας, Ν. Κοσμίδης, Π. Ζαρκάδας, Β. Τσιμπούκης, Σ. Μαραγκός, Ε. Καλογεράκης, Θ. Παναγιωτόπουλος, Μ. Σκλαβοῦνος, Λ. Μακρυγιάννης, Φ. Τσάκωνας, Ρ. Κολοκοτρώνης, Τ. Δεληγιάννης, Γ. Ἀνδριανόπουλος, Ο. Σιδηρόπουλος, Ψ. Χριστόπουλος, Ξ. Κολιόπουλος, Η. Μπαλάφας, Ω. Καλαμπόκας, Α. Γουναρίδης, Δ. Ἀμπατζῆς, Ι. Τσιρίγος, Κ. Κουρμούλης, Ν. Ρουσσέας, Π. Ἀλευρᾶς, Β. Κακλαμάνης, Σ. Γερασίμου, Ε. Δαμιανός, Θ. Βελισσάρης, Μ. Κουβέλης, Λ. Φραντζῆς, Φ. Ζαφειρόπουλος, Ρ. Στρατηγόπουλος, Τ. Ἀγγελίδης, Γ. Νικολόπουλος, Ο. Κυπριώτης, Ψ. Μανουσάκης, Ξ. Μπακογιάννης, Η. Τζουμάκας, Ω. Βαρβιτσιώτης, Α. Σουρλᾶς, Δ. Κωνσταντόπουλος, Ι. Μαργαρίτης, Κ. Ἀποστολίδης, Ν. Κυριαζῆς, Π. Γιαννακόπουλος, Β. Σερέτης, Σ. Τσουκαλᾶς, Ε. Ρῆγας, Θ. Πατσούρας, Μ. Ἀναγνωστόπουλος, Λ. Καραμανλῆς, Φ. Παπαθανασίου, Ρ. Βουρδουμπᾶς, Τ. Χατζηδάκης, Γ. Σταυρόπουλος, Ο. Κουτσογιάννης, Ψ. Μεταξᾶς, Ξ. Δραγούμης. bbox=[234, 631, 456, 1405]
polemos-text: ΘΕΣΣΑΛΟΝΙΚΗ, 17 Μαΐου. (Ραδιοτηλ.) — Ἡ συνήθης Ἑλληνικὴ ἀνακοίνωσις ἀναφέρει τὰ ἑξῆς: Μέτωπον Στρυμόνος: Ἠπίη πυροβολικοῦ δράσις. Μέτωπον Ἀξιοῦ: Συνήθεις περιπολίαι. bbox=[646, 469, 818, 558]
fylak-title: ΕΦΥΛΑΚΙΣΘΗΣΑΝ bbox=[1203, 587, 1445, 615]
polemos-title: ΕΙΣ ΤΟ ΜΑΚΕΔΟΝΙΚΟΝ bbox=[666, 449, 798, 463]
loutra-title: ΛΟΥΤΡΑ ΛΟΥΤΡΑΚΙΟΥ bbox=[47, 793, 209, 809]
fylak-text: ΠΑΡΙΣΙΟΙ, 10 Μαΐου (Τηλ.) — Τηλεγραφοῦν ἐκ Κιέβου ὅτι ὁ Σκοροπάντσκυ διέταξε τὴν σύλληψιν τοῦ προέδρου καὶ τῶν μελῶν τῆς Ὀυκρανικῆς Ράδας. bbox=[1074, 637, 1574, 662]
efimerides-title: ΟΛΕΘΡΙΑΙ ΠΕΠΟΙΘΗΣΕΙΣ bbox=[263, 448, 427, 462]
epiploseis-sub: Εἰς μεγάλην συλλογὴν καὶ ἐκ τῶν πολυτελεστέρων ξύλων. bbox=[41, 715, 215, 739]
table-row bbox=[615, 1896, 1064, 1911]
row-value: 35,600.— bbox=[1007, 1867, 1060, 1880]
irlandia-text: ΘΕΣΣΑΛΟΝΙΚΗ, 10 Μαΐου (Τηλ.) — Ἐκ μονίμου ἀνταποκριτοῦ μας: Ἐκ Μελβούρνης τηλεγραφοῦν ὅτι συνελήφθησαν πολλοὶ Ἰρλανδοὶ ὀπαδοὶ τοῦ Σὶν Φέϊν. bbox=[1074, 319, 1574, 343]
episitismos-text: Πρόκειται νὰ ἐφαρμοσθῇ τὸ σύστημα τῆς μερίδος τροφίμων διὰ τῶν δελτίων καὶ εἰς τὸν ἄρτον, τὸ ἔλαιον, τὸ ζάχαρι καὶ λοιπὰ εἴδη πρώτης ἀνάγκης. bbox=[466, 483, 636, 546]
table-row bbox=[615, 1881, 1064, 1896]
table-row bbox=[615, 1836, 1064, 1851]
officer-list-end: Ἐν τῷ μεταγενεστέρῳ Μ. Δ. τοῦ βαθμοῦ τοῦ λοχαγοῦ ἐπὶ τῆς ἀνθυπολοχαγοῦ τοῦ πεζικοῦ ὑπηρεσίας προάγονται οἱ ἑξῆς: Α. Κουλουριώτης, Σ. Ναξιώτης, Ι. Ἀλεξόπουλος, Ν. Μάρκου, Λ. Γεωργιάδης, Χ. Σίδερης, Κ. Μακρυνικόλας, Γ. Ἀντωνίου, Τ. Κοντούρης, Θ. Κόλλιας, Ο. Ζάχος, Ε. Σταθόπουλος, Δ. Τσιβίκης, Ρ. Πατινιώτης, Β. Σαρλῆς, Φ. Κουτίβας, Ψ. Μπαρμπαρέσος, Π. Μαράκης, Ω. Ξανθόπουλος, Ι. Κοντοσταύλος, Μ. Τσαμαδός, Λ. Γκόλφης, Ν. Καρακάλος, Ξ. Σαμπάνης, Η. Μόσχος, Α. Μαυρέλλης, Δ. Κίτσος, Ι. Γκούμας, Κ. Τζαβάρας, Ν. Σκάρπας, Π. Μπαξεβάνης, Β. Κουρκουμέλης, Σ. Ἀλεξανδρόπουλος, Ε. Σκόρδος, Θ. Μπαρτζώκας, Μ. Βρεττός, Λ. Φλώρος, Φ. Κασσάρας, Ρ. Ντίνος, Τ. Χαλκιᾶς, Γ. Ἀγραφιώτης, Ο. Λάππας, Ψ. Σκιαδᾶς, Ξ. Μπαλτζῆς, Η. Καρράς, Ω. Γεωργαλᾶς, Α. Κουσούλης, Δ. Μπάρλας, Ι. Χατζόπουλος, Κ. Λιοντάκης, Ν. Δρόσος, Π. Ταμβάκης, Β. Φαρμάκης, Σ. Ζαγκλῆς, Ε. Κουμπῆς, Θ. Τσούμπας. bbox=[828, 1160, 1064, 1409]
row-value: 200,000 bbox=[545, 1822, 592, 1835]
